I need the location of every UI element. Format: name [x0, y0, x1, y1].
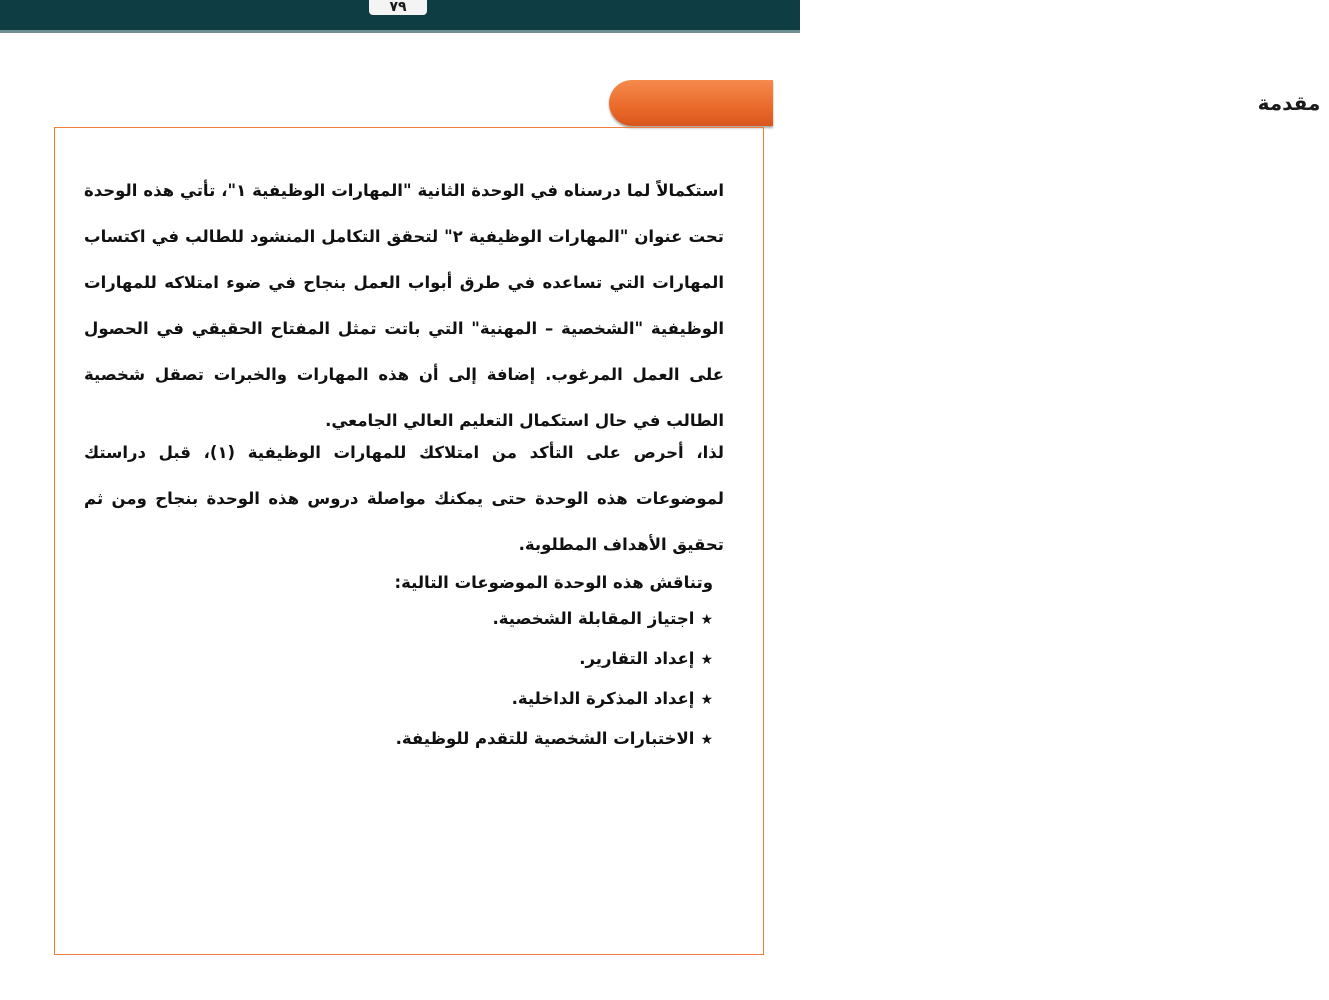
star-bullet-icon: ★ — [700, 652, 713, 668]
advice-paragraph: لذا، أحرص على التأكد من امتلاكك للمهارات الوظيفية (١)، قبل دراستك لموضوعات هذه الوحدة حتى يمكنك مواصلة دروس هذه الوحدة بنجاح ومن ثم تحقيق الأهداف المطلوبة. — [84, 443, 725, 554]
topic-label: اجتياز المقابلة الشخصية. — [492, 609, 695, 628]
topic-label: الاختبارات الشخصية للتقدم للوظيفة. — [395, 729, 695, 748]
intro-paragraph: استكمالاً لما درسناه في الوحدة الثانية "المهارات الوظيفية ١"، تأتي هذه الوحدة تحت عنوان "المهارات الوظيفية ٢" لتحقق التكامل المنشود للطالب في اكتساب المهارات التي تساعده في طرق أبواب العمل بنجاح في ضوء امتلاكه للمهارات الوظيفية "الشخصية – المهنية" التي باتت تمثل المفتاح الحقيقي في الحصول على العمل المرغوب. إضافة إلى أن هذه المهارات والخبرات تصقل شخصية الطالب في حال استكمال التعليم العالي الجامعي. — [84, 181, 725, 430]
list-item — [396, 639, 713, 679]
star-bullet-icon: ★ — [700, 612, 713, 628]
list-item — [396, 719, 713, 759]
list-item — [396, 599, 713, 639]
section-tab — [609, 80, 1321, 126]
topics-intro: وتناقش هذه الوحدة الموضوعات التالية: — [394, 573, 713, 592]
page-header-bar — [0, 0, 800, 33]
page-number: ٧٩ — [369, 0, 427, 15]
star-bullet-icon: ★ — [700, 732, 713, 748]
list-item — [396, 679, 713, 719]
topics-list — [396, 599, 713, 759]
topic-label: إعداد المذكرة الداخلية. — [511, 689, 695, 708]
star-bullet-icon: ★ — [700, 692, 713, 708]
section-title: مقدمة — [1257, 91, 1321, 115]
topic-label: إعداد التقارير. — [579, 649, 695, 668]
